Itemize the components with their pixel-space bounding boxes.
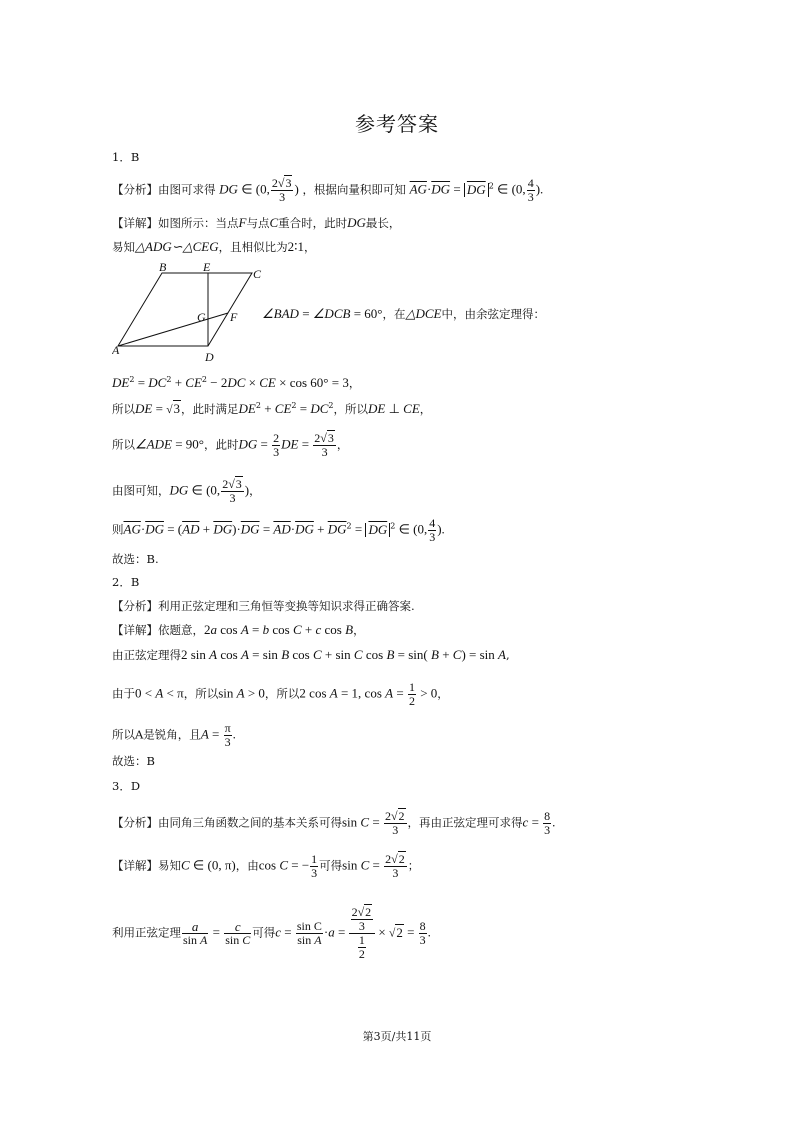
label-d: D xyxy=(205,350,214,364)
q1-choose: 故选：B. xyxy=(112,552,159,566)
label-b: B xyxy=(159,262,167,274)
q1-similar: 易知△ADG∽△CEG，且相似比为2∶1， xyxy=(112,239,316,254)
q1-de-line: 所以DE = √3，此时满足$DE^2 + CE^2 = DC^2$，所以DE ⊥ CE， xyxy=(112,400,432,416)
q3-analysis: 【分析】由同角三角函数之间的基本关系可得sin C = $\frac{2√2}{3}$ ，再由正弦定理可求得c = $\frac{8}{3}$ . xyxy=(112,809,556,837)
q1-from-figure: 由图可知，DG ∈ (0, $\frac{2√3}{3}$ )， xyxy=(112,477,261,505)
label-c: C xyxy=(253,267,262,281)
label-a: A xyxy=(112,343,120,357)
q1-angle-line: ∠BAD = ∠DCB = 60°，在△DCE中，由余弦定理得： xyxy=(262,306,545,321)
q2-detail: 【详解】依题意，2a cos A = b cos C + c cos B， xyxy=(112,622,365,637)
q1-dot-product: 则$\overline{AG}\cdot\overline{DG} = (\overline{AD} + \overline{DG})\cdot\overline{DG} = \overline{AD}\cdot\overline{DG} + \overline{DG}^2 = \overline{DG}$ $^2$ ∈ (0, $\frac{4}{3}$ ). xyxy=(112,516,445,544)
q2-number: 2．B xyxy=(112,575,140,589)
page-title: 参考答案 xyxy=(355,112,439,136)
q1-number: 1．B xyxy=(112,150,140,164)
q2-since: 由于0 < A < π，所以sin A > 0，所以2 cos A = 1, cos A = $\frac{1}{2}$ > 0， xyxy=(112,680,449,708)
q3-number: 3．D xyxy=(112,779,141,793)
q2-choose: 故选：B xyxy=(112,754,155,768)
label-f: F xyxy=(230,310,238,324)
q2-sine-law: 由正弦定理得2 sin A cos A = sin B cos C + sin C cos B = sin( B + C) = sin A, xyxy=(112,647,510,662)
label-g: G xyxy=(197,310,206,324)
q1-analysis: 【分析】由图可求得 DG ∈ (0, $\frac{2√3}{3}$ ) ，根据向量积即可知 $\overline{AG}\cdot\overline{DG} = \overline{DG}$ $^2$ ∈ (0, $\frac{4}{3}$ ). xyxy=(112,176,544,204)
parallelogram-diagram xyxy=(112,262,282,366)
q1-detail: 【详解】如图所示：当点F与点C重合时，此时DG最长， xyxy=(112,215,401,230)
label-e: E xyxy=(203,262,211,274)
page-footer: 第3页/共11页 xyxy=(362,1030,432,1043)
q2-acute: 所以A是锐角，且A = $\frac{\pi}{3}$ . xyxy=(112,721,236,749)
q2-analysis: 【分析】利用正弦定理和三角恒等变换等知识求得正确答案. xyxy=(112,599,415,613)
q1-cosine-eq: $DE^2 = DC^2 + CE^2 - 2DC$ × CE × cos 60° = 3， xyxy=(112,374,361,390)
q1-angle-ade: 所以∠ADE = 90°，此时DG = $\frac{2}{3}$ DE = $\frac{2√3}{3}$ ， xyxy=(112,431,349,459)
q3-detail: 【详解】易知C ∈ (0, π)，由cos C = − $\frac{1}{3}$ 可得sin C = $\frac{2√2}{3}$ ； xyxy=(112,852,420,880)
q3-sine-law: 利用正弦定理 $\frac{a}{\text{sin A}}$ = $\frac{c}{\text{sin C}}$ 可得c = $\frac{\text{sin C}}{\text{sin A}}$ ·a = $\frac{\frac{2√2}{3}}{\frac{1}{2}}$ × √2 = $\frac{8}{3}$ . xyxy=(112,905,431,961)
